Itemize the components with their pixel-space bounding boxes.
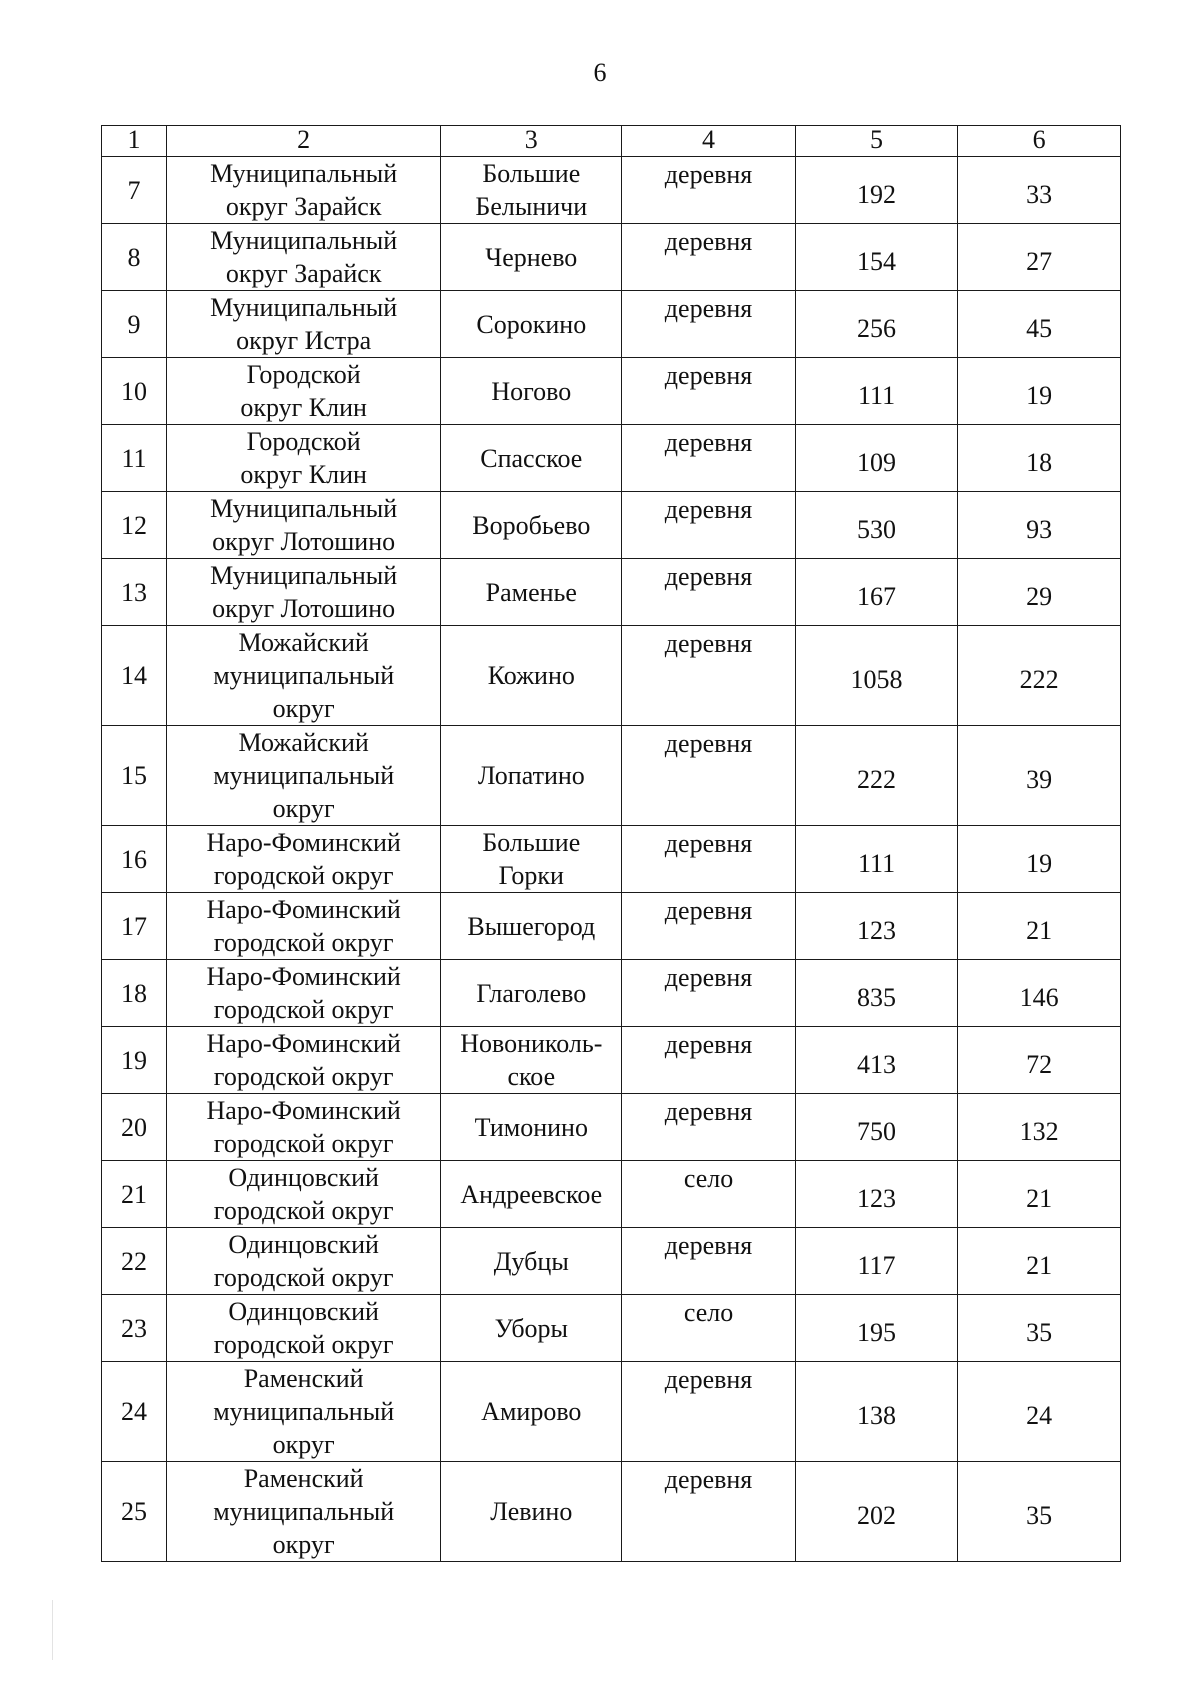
district-text: Городской округ Клин <box>240 360 367 422</box>
district-text: Муниципальный округ Лотошино <box>210 494 398 556</box>
row-number-text: 25 <box>121 1497 148 1526</box>
settlement-type-text: деревня <box>664 1365 753 1394</box>
row-number-text: 24 <box>121 1397 148 1426</box>
column-6-value-text: 146 <box>1019 982 1059 1012</box>
column-5-value-text: 167 <box>857 581 897 611</box>
column-5-value-cell <box>795 1228 958 1295</box>
column-6-value-cell <box>958 358 1121 425</box>
column-5-value-text: 138 <box>857 1401 897 1430</box>
settlement-type-cell <box>622 425 795 492</box>
district-cell <box>167 224 441 291</box>
district-cell <box>167 1362 441 1462</box>
page-number: 6 <box>593 58 607 87</box>
settlement-type-text: деревня <box>664 361 753 390</box>
row-number-text: 22 <box>121 1246 148 1276</box>
district-text: Муниципальный округ Зарайск <box>210 226 398 288</box>
row-number-cell <box>102 1161 167 1228</box>
column-6-value-text: 132 <box>1019 1116 1059 1146</box>
column-6-value-text: 222 <box>1019 665 1059 694</box>
column-6-value-text: 72 <box>1026 1049 1053 1079</box>
scan-artifact <box>52 1600 53 1660</box>
district-cell <box>167 291 441 358</box>
settlement-name-cell <box>441 1462 622 1562</box>
column-5-value-text: 835 <box>857 982 897 1012</box>
row-number-cell <box>102 960 167 1027</box>
settlement-type-text: деревня <box>664 1097 753 1126</box>
row-number-cell <box>102 157 167 224</box>
row-number-text: 23 <box>121 1313 148 1343</box>
row-number-text: 8 <box>127 242 141 272</box>
settlement-type-text: деревня <box>664 896 753 925</box>
settlement-name-text: Лопатино <box>477 761 585 790</box>
table-row <box>102 893 1121 960</box>
district-cell <box>167 893 441 960</box>
header-cell: 3 <box>441 126 622 157</box>
column-5-value-cell <box>795 960 958 1027</box>
row-number-cell <box>102 726 167 826</box>
column-6-value-cell <box>958 1362 1121 1462</box>
settlement-type-text: деревня <box>664 829 753 858</box>
district-text: Городской округ Клин <box>240 427 367 489</box>
district-text: Муниципальный округ Истра <box>210 293 398 355</box>
column-5-value-cell <box>795 224 958 291</box>
table-row <box>102 1362 1121 1462</box>
row-number-text: 9 <box>127 309 141 339</box>
district-cell <box>167 157 441 224</box>
table-row <box>102 826 1121 893</box>
settlement-type-cell <box>622 626 795 726</box>
settlement-type-cell <box>622 826 795 893</box>
table-row <box>102 559 1121 626</box>
district-cell <box>167 1094 441 1161</box>
column-6-value-text: 19 <box>1026 380 1053 410</box>
column-5-value-text: 256 <box>857 313 897 343</box>
column-5-value-cell <box>795 1362 958 1462</box>
row-number-text: 7 <box>127 175 141 205</box>
settlement-type-text: деревня <box>664 729 753 758</box>
district-text: Муниципальный округ Зарайск <box>210 159 398 221</box>
column-6-value-text: 35 <box>1026 1501 1053 1530</box>
row-number-text: 10 <box>121 376 148 406</box>
column-5-value-text: 202 <box>857 1501 897 1530</box>
district-cell <box>167 826 441 893</box>
settlement-type-cell <box>622 726 795 826</box>
settlement-name-text: Воробьево <box>472 510 591 540</box>
district-cell <box>167 1228 441 1295</box>
column-5-value-text: 530 <box>857 514 897 544</box>
settlement-type-cell <box>622 1295 795 1362</box>
table-row <box>102 291 1121 358</box>
district-text: Раменский муниципальный округ <box>213 1464 395 1559</box>
district-cell <box>167 1462 441 1562</box>
row-number-cell <box>102 626 167 726</box>
settlement-type-text: деревня <box>664 294 753 323</box>
column-6-value-cell <box>958 425 1121 492</box>
column-6-value-cell <box>958 157 1121 224</box>
row-number-cell <box>102 1027 167 1094</box>
table-row <box>102 960 1121 1027</box>
district-text: Можайский муниципальный округ <box>213 728 395 823</box>
settlement-name-cell <box>441 157 622 224</box>
settlement-type-cell <box>622 1161 795 1228</box>
settlement-type-text: деревня <box>664 963 753 992</box>
settlement-type-cell <box>622 224 795 291</box>
row-number-text: 17 <box>121 911 148 941</box>
settlement-name-cell <box>441 1027 622 1094</box>
column-5-value-text: 123 <box>857 915 897 945</box>
column-5-value-cell <box>795 1462 958 1562</box>
settlement-type-text: деревня <box>664 1231 753 1260</box>
settlement-type-text: деревня <box>664 629 753 658</box>
column-5-value-text: 123 <box>857 1183 897 1213</box>
table-row <box>102 358 1121 425</box>
table-row <box>102 626 1121 726</box>
district-text: Можайский муниципальный округ <box>213 628 395 723</box>
settlement-type-text: село <box>683 1298 734 1327</box>
settlement-type-text: деревня <box>664 1030 753 1059</box>
column-6-value-text: 18 <box>1026 447 1053 477</box>
row-number-text: 13 <box>121 577 148 607</box>
column-5-value-text: 413 <box>857 1049 897 1079</box>
table-row <box>102 1295 1121 1362</box>
settlement-type-cell <box>622 291 795 358</box>
table-row <box>102 157 1121 224</box>
settlement-name-cell <box>441 626 622 726</box>
settlement-type-text: деревня <box>664 562 753 591</box>
column-5-value-text: 111 <box>858 380 896 410</box>
row-number-text: 20 <box>121 1112 148 1142</box>
table-body <box>102 126 1121 1562</box>
column-6-value-cell <box>958 291 1121 358</box>
column-5-value-cell <box>795 1027 958 1094</box>
settlement-name-cell <box>441 826 622 893</box>
settlement-type-cell <box>622 492 795 559</box>
settlement-name-cell <box>441 425 622 492</box>
settlement-name-cell <box>441 224 622 291</box>
header-cell: 6 <box>958 126 1121 157</box>
column-6-value-cell <box>958 1161 1121 1228</box>
settlement-type-cell <box>622 1094 795 1161</box>
settlement-type-text: деревня <box>664 1465 753 1494</box>
column-6-value-text: 93 <box>1026 514 1053 544</box>
row-number-cell <box>102 358 167 425</box>
column-6-value-cell <box>958 1295 1121 1362</box>
district-text: Наро-Фоминский городской округ <box>206 962 401 1024</box>
column-6-value-text: 21 <box>1026 915 1053 945</box>
column-5-value-cell <box>795 826 958 893</box>
table-row <box>102 1228 1121 1295</box>
district-text: Наро-Фоминский городской округ <box>206 1096 401 1158</box>
district-text: Наро-Фоминский городской округ <box>206 828 401 890</box>
district-cell <box>167 1295 441 1362</box>
settlement-name-text: Раменье <box>485 577 577 607</box>
settlement-type-cell <box>622 960 795 1027</box>
settlement-name-cell <box>441 726 622 826</box>
settlements-table <box>101 125 1121 1562</box>
settlement-name-text: Кожино <box>487 661 575 690</box>
table-row <box>102 1094 1121 1161</box>
row-number-cell <box>102 291 167 358</box>
settlement-type-text: деревня <box>664 495 753 524</box>
column-5-value-text: 222 <box>857 765 897 794</box>
row-number-cell <box>102 1094 167 1161</box>
district-text: Муниципальный округ Лотошино <box>210 561 398 623</box>
table-row <box>102 726 1121 826</box>
column-6-value-cell <box>958 492 1121 559</box>
column-6-value-cell <box>958 626 1121 726</box>
settlement-name-text: Спасское <box>480 443 583 473</box>
settlement-name-text: Большие Белыничи <box>475 159 588 221</box>
header-cell: 5 <box>795 126 958 157</box>
column-5-value-text: 195 <box>857 1317 897 1347</box>
row-number-cell <box>102 492 167 559</box>
column-5-value-text: 109 <box>857 447 897 477</box>
column-5-value-cell <box>795 726 958 826</box>
column-6-value-text: 21 <box>1026 1183 1053 1213</box>
column-5-value-text: 1058 <box>850 665 903 694</box>
row-number-text: 18 <box>121 978 148 1008</box>
settlement-name-cell <box>441 1094 622 1161</box>
settlement-type-cell <box>622 1027 795 1094</box>
row-number-cell <box>102 559 167 626</box>
district-text: Наро-Фоминский городской округ <box>206 895 401 957</box>
table-row <box>102 425 1121 492</box>
settlement-name-text: Амирово <box>481 1397 582 1426</box>
settlement-type-text: деревня <box>664 160 753 189</box>
row-number-cell <box>102 1295 167 1362</box>
column-5-value-cell <box>795 425 958 492</box>
settlement-name-cell <box>441 1228 622 1295</box>
district-cell <box>167 425 441 492</box>
column-6-value-text: 27 <box>1026 246 1053 276</box>
column-5-value-cell <box>795 492 958 559</box>
settlement-type-text: деревня <box>664 227 753 256</box>
district-cell <box>167 726 441 826</box>
settlement-type-text: деревня <box>664 428 753 457</box>
settlement-name-cell <box>441 1161 622 1228</box>
row-number-text: 14 <box>121 661 148 690</box>
column-6-value-text: 35 <box>1026 1317 1053 1347</box>
settlement-name-cell <box>441 358 622 425</box>
column-5-value-text: 750 <box>857 1116 897 1146</box>
column-6-value-cell <box>958 1027 1121 1094</box>
row-number-text: 15 <box>121 761 148 790</box>
district-cell <box>167 1161 441 1228</box>
column-6-value-text: 19 <box>1026 848 1053 878</box>
header-row <box>102 126 1121 157</box>
column-6-value-cell <box>958 826 1121 893</box>
column-5-value-cell <box>795 358 958 425</box>
row-number-text: 16 <box>121 844 148 874</box>
row-number-cell <box>102 826 167 893</box>
column-5-value-text: 154 <box>857 246 897 276</box>
district-text: Раменский муниципальный округ <box>213 1364 395 1459</box>
settlement-name-text: Левино <box>490 1497 573 1526</box>
settlement-name-cell <box>441 1362 622 1462</box>
settlement-name-text: Дубцы <box>493 1246 569 1276</box>
row-number-cell <box>102 1228 167 1295</box>
header-cell: 4 <box>622 126 795 157</box>
column-5-value-cell <box>795 1161 958 1228</box>
settlement-type-cell <box>622 1462 795 1562</box>
settlement-name-text: Андреевское <box>460 1179 603 1209</box>
district-cell <box>167 960 441 1027</box>
row-number-cell <box>102 224 167 291</box>
settlement-name-text: Чернево <box>485 242 578 272</box>
column-5-value-cell <box>795 157 958 224</box>
row-number-cell <box>102 893 167 960</box>
column-6-value-cell <box>958 726 1121 826</box>
row-number-text: 12 <box>121 510 148 540</box>
district-text: Одинцовский городской округ <box>213 1163 394 1225</box>
settlement-name-text: Тимонино <box>474 1112 588 1142</box>
district-text: Одинцовский городской округ <box>213 1297 394 1359</box>
settlement-name-cell <box>441 893 622 960</box>
table-row <box>102 1161 1121 1228</box>
row-number-text: 21 <box>121 1179 148 1209</box>
column-5-value-cell <box>795 559 958 626</box>
header-cell: 2 <box>167 126 441 157</box>
table-row <box>102 492 1121 559</box>
column-6-value-cell <box>958 893 1121 960</box>
column-5-value-cell <box>795 1295 958 1362</box>
settlement-name-text: Вышегород <box>467 911 596 941</box>
column-6-value-text: 29 <box>1026 581 1053 611</box>
column-5-value-text: 117 <box>857 1250 896 1280</box>
district-text: Одинцовский городской округ <box>213 1230 394 1292</box>
column-6-value-cell <box>958 960 1121 1027</box>
settlement-name-cell <box>441 492 622 559</box>
district-cell <box>167 559 441 626</box>
settlement-name-text: Новониколь-ское <box>460 1029 603 1091</box>
column-6-value-text: 33 <box>1026 179 1053 209</box>
column-5-value-cell <box>795 626 958 726</box>
district-cell <box>167 492 441 559</box>
settlement-name-cell <box>441 291 622 358</box>
row-number-cell <box>102 1362 167 1462</box>
settlement-type-cell <box>622 1362 795 1462</box>
column-5-value-text: 111 <box>858 848 896 878</box>
column-6-value-text: 21 <box>1026 1250 1053 1280</box>
column-6-value-text: 45 <box>1026 313 1053 343</box>
settlement-name-cell <box>441 1295 622 1362</box>
table-row <box>102 1462 1121 1562</box>
settlement-type-cell <box>622 893 795 960</box>
settlement-name-text: Большие Горки <box>482 828 581 890</box>
settlement-type-cell <box>622 559 795 626</box>
column-6-value-cell <box>958 1094 1121 1161</box>
column-6-value-cell <box>958 1462 1121 1562</box>
district-cell <box>167 626 441 726</box>
row-number-cell <box>102 425 167 492</box>
column-6-value-text: 24 <box>1026 1401 1053 1430</box>
settlement-name-text: Ногово <box>491 376 572 406</box>
row-number-cell <box>102 1462 167 1562</box>
settlement-name-text: Уборы <box>494 1313 569 1343</box>
settlement-type-cell <box>622 157 795 224</box>
settlement-type-cell <box>622 358 795 425</box>
settlement-name-cell <box>441 559 622 626</box>
header-cell: 1 <box>102 126 167 157</box>
district-text: Наро-Фоминский городской округ <box>206 1029 401 1091</box>
column-5-value-text: 192 <box>857 179 897 209</box>
column-5-value-cell <box>795 893 958 960</box>
settlement-name-text: Глаголево <box>476 978 587 1008</box>
table-row <box>102 1027 1121 1094</box>
table-row <box>102 224 1121 291</box>
settlement-name-text: Сорокино <box>476 309 587 339</box>
column-6-value-text: 39 <box>1026 765 1053 794</box>
column-6-value-cell <box>958 1228 1121 1295</box>
row-number-text: 11 <box>121 443 147 473</box>
row-number-text: 19 <box>121 1045 148 1075</box>
settlement-name-cell <box>441 960 622 1027</box>
district-cell <box>167 358 441 425</box>
district-cell <box>167 1027 441 1094</box>
column-5-value-cell <box>795 291 958 358</box>
settlement-type-cell <box>622 1228 795 1295</box>
column-6-value-cell <box>958 559 1121 626</box>
column-5-value-cell <box>795 1094 958 1161</box>
settlement-type-text: село <box>683 1164 734 1193</box>
column-6-value-cell <box>958 224 1121 291</box>
